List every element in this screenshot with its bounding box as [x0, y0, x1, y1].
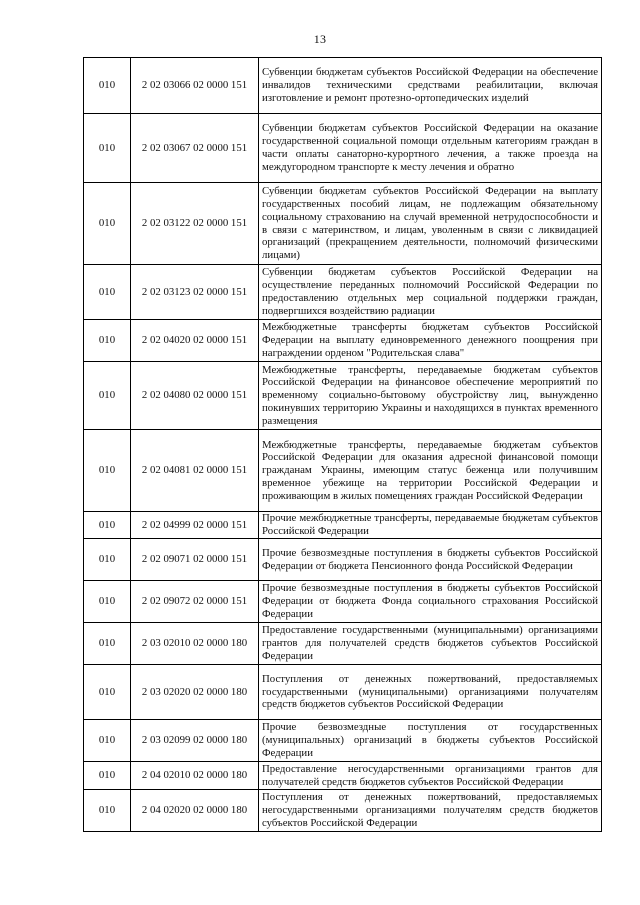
admin-code-cell: 010	[84, 430, 131, 512]
table-row	[84, 114, 602, 183]
table-row	[84, 183, 602, 265]
budget-code-cell: 2 04 02020 02 0000 180	[131, 790, 259, 832]
budget-code-cell: 2 03 02020 02 0000 180	[131, 665, 259, 720]
revenue-description-cell: Предоставление негосударственными организациями грантов для получателей средств бюджетов субъектов Российской Федерации	[259, 762, 602, 790]
budget-code-cell: 2 03 02099 02 0000 180	[131, 720, 259, 762]
admin-code-cell: 010	[84, 665, 131, 720]
table-row	[84, 362, 602, 430]
revenue-description-cell: Прочие безвозмездные поступления в бюджеты субъектов Российской Федерации от бюджета Фонда социального страхования Российской Федерации	[259, 581, 602, 623]
revenue-description-cell: Субвенции бюджетам субъектов Российской Федерации на выплату государственных пособий лицам, не подлежащим обязательному социальному страхованию на случай временной нетрудоспособности и в связи с материнством, и лицам, уволенным в связи с ликвидацией организаций (прекращением деятельности, полномочий физическими лицами)	[259, 183, 602, 265]
revenue-description-cell: Предоставление государственными (муниципальными) организациями грантов для получателей средств бюджетов субъектов Российской Федерации	[259, 623, 602, 665]
table-row	[84, 790, 602, 832]
table-row	[84, 265, 602, 320]
revenue-description-cell: Межбюджетные трансферты, передаваемые бюджетам субъектов Российской Федерации для оказания адресной финансовой помощи гражданам Украины, имеющим статус беженца или получившим временное убежище на территории Российской Федерации и проживающим в жилых помещениях граждан Российской Федерации	[259, 430, 602, 512]
budget-code-cell: 2 02 04081 02 0000 151	[131, 430, 259, 512]
admin-code-cell: 010	[84, 539, 131, 581]
table-row	[84, 665, 602, 720]
revenue-description-cell: Поступления от денежных пожертвований, предоставляемых негосударственными организациями получателям средств бюджетов субъектов Российской Федерации	[259, 790, 602, 832]
table-row	[84, 512, 602, 539]
revenue-description-cell: Прочие межбюджетные трансферты, передаваемые бюджетам субъектов Российской Федерации	[259, 512, 602, 539]
admin-code-cell: 010	[84, 320, 131, 362]
revenue-description-cell: Поступления от денежных пожертвований, предоставляемых государственными (муниципальными) организациями получателям средств бюджетов субъектов Российской Федерации	[259, 665, 602, 720]
budget-revenue-table	[83, 57, 602, 832]
budget-code-cell: 2 02 04999 02 0000 151	[131, 512, 259, 539]
revenue-description-cell: Прочие безвозмездные поступления от государственных (муниципальных) организаций в бюджеты субъектов Российской Федерации	[259, 720, 602, 762]
revenue-description-cell: Субвенции бюджетам субъектов Российской Федерации на оказание государственной социальной помощи отдельным категориям граждан в части оплаты санаторно-курортного лечения, а также проезда на междугородном транспорте к месту лечения и обратно	[259, 114, 602, 183]
revenue-description-cell: Межбюджетные трансферты, передаваемые бюджетам субъектов Российской Федерации на финансовое обеспечение мероприятий по временному социально-бытовому обустройству лиц, вынужденно покинувших территорию Украины и находящихся в пунктах временного размещения	[259, 362, 602, 430]
budget-code-cell: 2 02 03067 02 0000 151	[131, 114, 259, 183]
admin-code-cell: 010	[84, 362, 131, 430]
table-row	[84, 58, 602, 114]
table-row	[84, 320, 602, 362]
admin-code-cell: 010	[84, 512, 131, 539]
table-row	[84, 623, 602, 665]
table-row	[84, 539, 602, 581]
budget-code-cell: 2 02 09071 02 0000 151	[131, 539, 259, 581]
admin-code-cell: 010	[84, 114, 131, 183]
budget-code-cell: 2 04 02010 02 0000 180	[131, 762, 259, 790]
revenue-description-cell: Межбюджетные трансферты бюджетам субъектов Российской Федерации на выплату единовременного денежного поощрения при награждении орденом "Родительская слава"	[259, 320, 602, 362]
revenue-description-cell: Субвенции бюджетам субъектов Российской Федерации на осуществление переданных полномочий Российской Федерации по предоставлению отдельных мер социальной поддержки граждан, подвергшихся воздействию радиации	[259, 265, 602, 320]
table-row	[84, 762, 602, 790]
page-number: 13	[313, 32, 327, 46]
admin-code-cell: 010	[84, 265, 131, 320]
admin-code-cell: 010	[84, 790, 131, 832]
budget-code-cell: 2 03 02010 02 0000 180	[131, 623, 259, 665]
revenue-description-cell: Субвенции бюджетам субъектов Российской Федерации на обеспечение инвалидов техническими средствами реабилитации, включая изготовление и ремонт протезно-ортопедических изделий	[259, 58, 602, 114]
revenue-description-cell: Прочие безвозмездные поступления в бюджеты субъектов Российской Федерации от бюджета Пенсионного фонда Российской Федерации	[259, 539, 602, 581]
admin-code-cell: 010	[84, 581, 131, 623]
admin-code-cell: 010	[84, 58, 131, 114]
budget-code-cell: 2 02 03066 02 0000 151	[131, 58, 259, 114]
budget-code-cell: 2 02 03123 02 0000 151	[131, 265, 259, 320]
budget-code-cell: 2 02 03122 02 0000 151	[131, 183, 259, 265]
admin-code-cell: 010	[84, 762, 131, 790]
table-row	[84, 430, 602, 512]
table-row	[84, 720, 602, 762]
admin-code-cell: 010	[84, 623, 131, 665]
table-row	[84, 581, 602, 623]
admin-code-cell: 010	[84, 183, 131, 265]
budget-code-cell: 2 02 09072 02 0000 151	[131, 581, 259, 623]
budget-code-cell: 2 02 04080 02 0000 151	[131, 362, 259, 430]
admin-code-cell: 010	[84, 720, 131, 762]
budget-code-cell: 2 02 04020 02 0000 151	[131, 320, 259, 362]
